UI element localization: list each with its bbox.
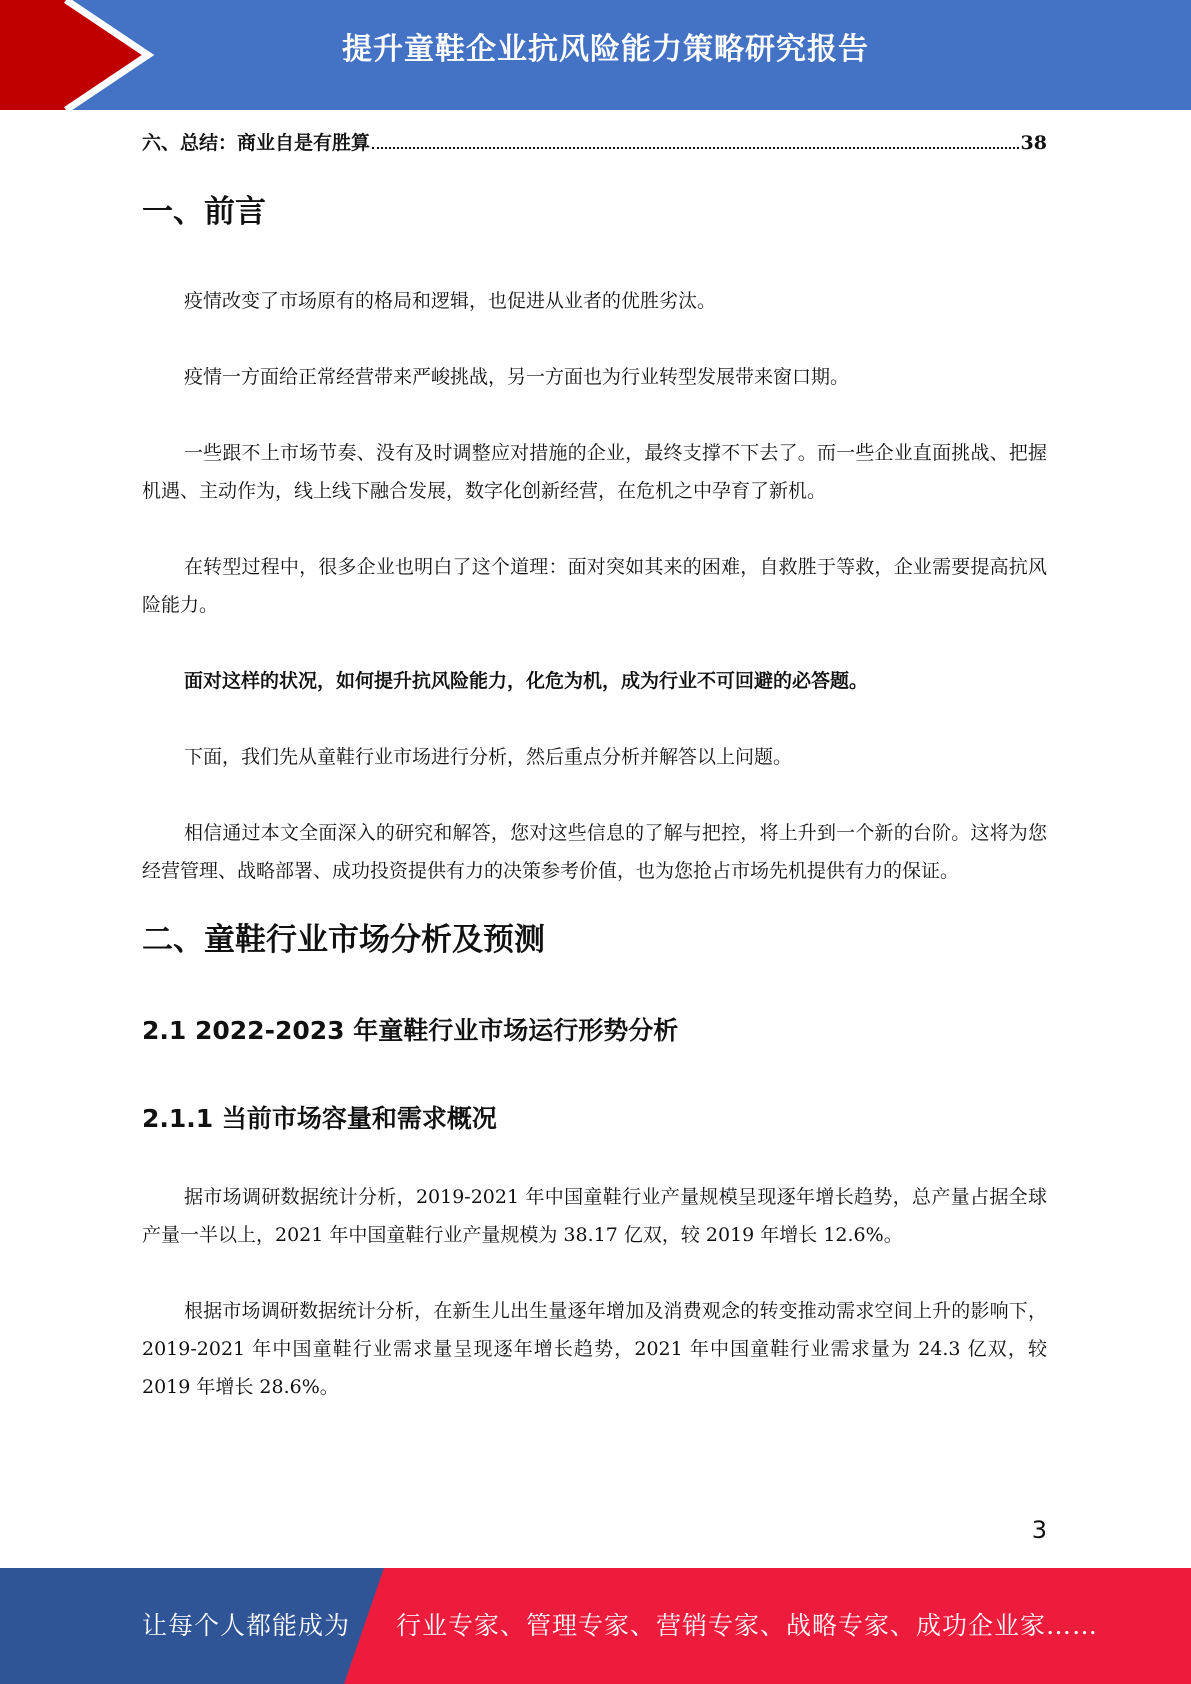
paragraph: 根据市场调研数据统计分析，在新生儿出生量逐年增加及消费观念的转变推动需求空间上升的影响下，2019-2021 年中国童鞋行业需求量呈现逐年增长趋势，2021 年中国童鞋行业需求量为 24.3 亿双，较 2019 年增长 28.6%。 <box>142 1300 1047 1398</box>
paragraph: 据市场调研数据统计分析，2019-2021 年中国童鞋行业产量规模呈现逐年增长趋势，总产量占据全球产量一半以上，2021 年中国童鞋行业产量规模为 38.17 亿双，较 2019 年增长 12.6%。 <box>142 1186 1047 1246</box>
toc-leader-dots <box>372 147 1019 149</box>
toc-entry-page: 38 <box>1020 132 1047 154</box>
paragraph: 疫情一方面给正常经营带来严峻挑战，另一方面也为行业转型发展带来窗口期。 <box>184 366 850 388</box>
toc-entry[interactable] <box>142 128 1047 158</box>
page-footer <box>0 1568 1191 1684</box>
footer-slogan-left: 让每个人都能成为 <box>142 1611 351 1640</box>
toc-entry-label: 六、总结：商业自是有胜算 <box>142 132 371 154</box>
section-heading-market-analysis: 二、童鞋行业市场分析及预测 <box>142 922 545 958</box>
subsection-heading: 2.1 2022-2023 年童鞋行业市场运行形势分析 <box>142 1016 679 1045</box>
report-title: 提升童鞋企业抗风险能力策略研究报告 <box>342 32 869 67</box>
section-heading-preface: 一、前言 <box>142 194 266 230</box>
paragraph: 一些跟不上市场节奏、没有及时调整应对措施的企业，最终支撑不下去了。而一些企业直面挑战、把握机遇、主动作为，线上线下融合发展，数字化创新经营，在危机之中孕育了新机。 <box>142 442 1047 502</box>
footer-slogan-right: 行业专家、管理专家、营销专家、战略专家、成功企业家…… <box>396 1611 1099 1640</box>
page-header <box>0 0 1191 110</box>
page-content <box>142 128 1047 1406</box>
paragraph: 相信通过本文全面深入的研究和解答，您对这些信息的了解与把控，将上升到一个新的台阶。这将为您经营管理、战略部署、成功投资提供有力的决策参考价值，也为您抢占市场先机提供有力的保证。 <box>142 822 1047 882</box>
sub-subsection-heading: 2.1.1 当前市场容量和需求概况 <box>142 1104 497 1133</box>
emphasis-paragraph: 面对这样的状况，如何提升抗风险能力，化危为机，成为行业不可回避的必答题。 <box>184 670 869 692</box>
page-number: 3 <box>1031 1516 1047 1544</box>
paragraph: 下面，我们先从童鞋行业市场进行分析，然后重点分析并解答以上问题。 <box>184 746 793 768</box>
paragraph: 疫情改变了市场原有的格局和逻辑，也促进从业者的优胜劣汰。 <box>184 290 717 312</box>
paragraph: 在转型过程中，很多企业也明白了这个道理：面对突如其来的困难，自救胜于等救，企业需要提高抗风险能力。 <box>142 556 1047 616</box>
